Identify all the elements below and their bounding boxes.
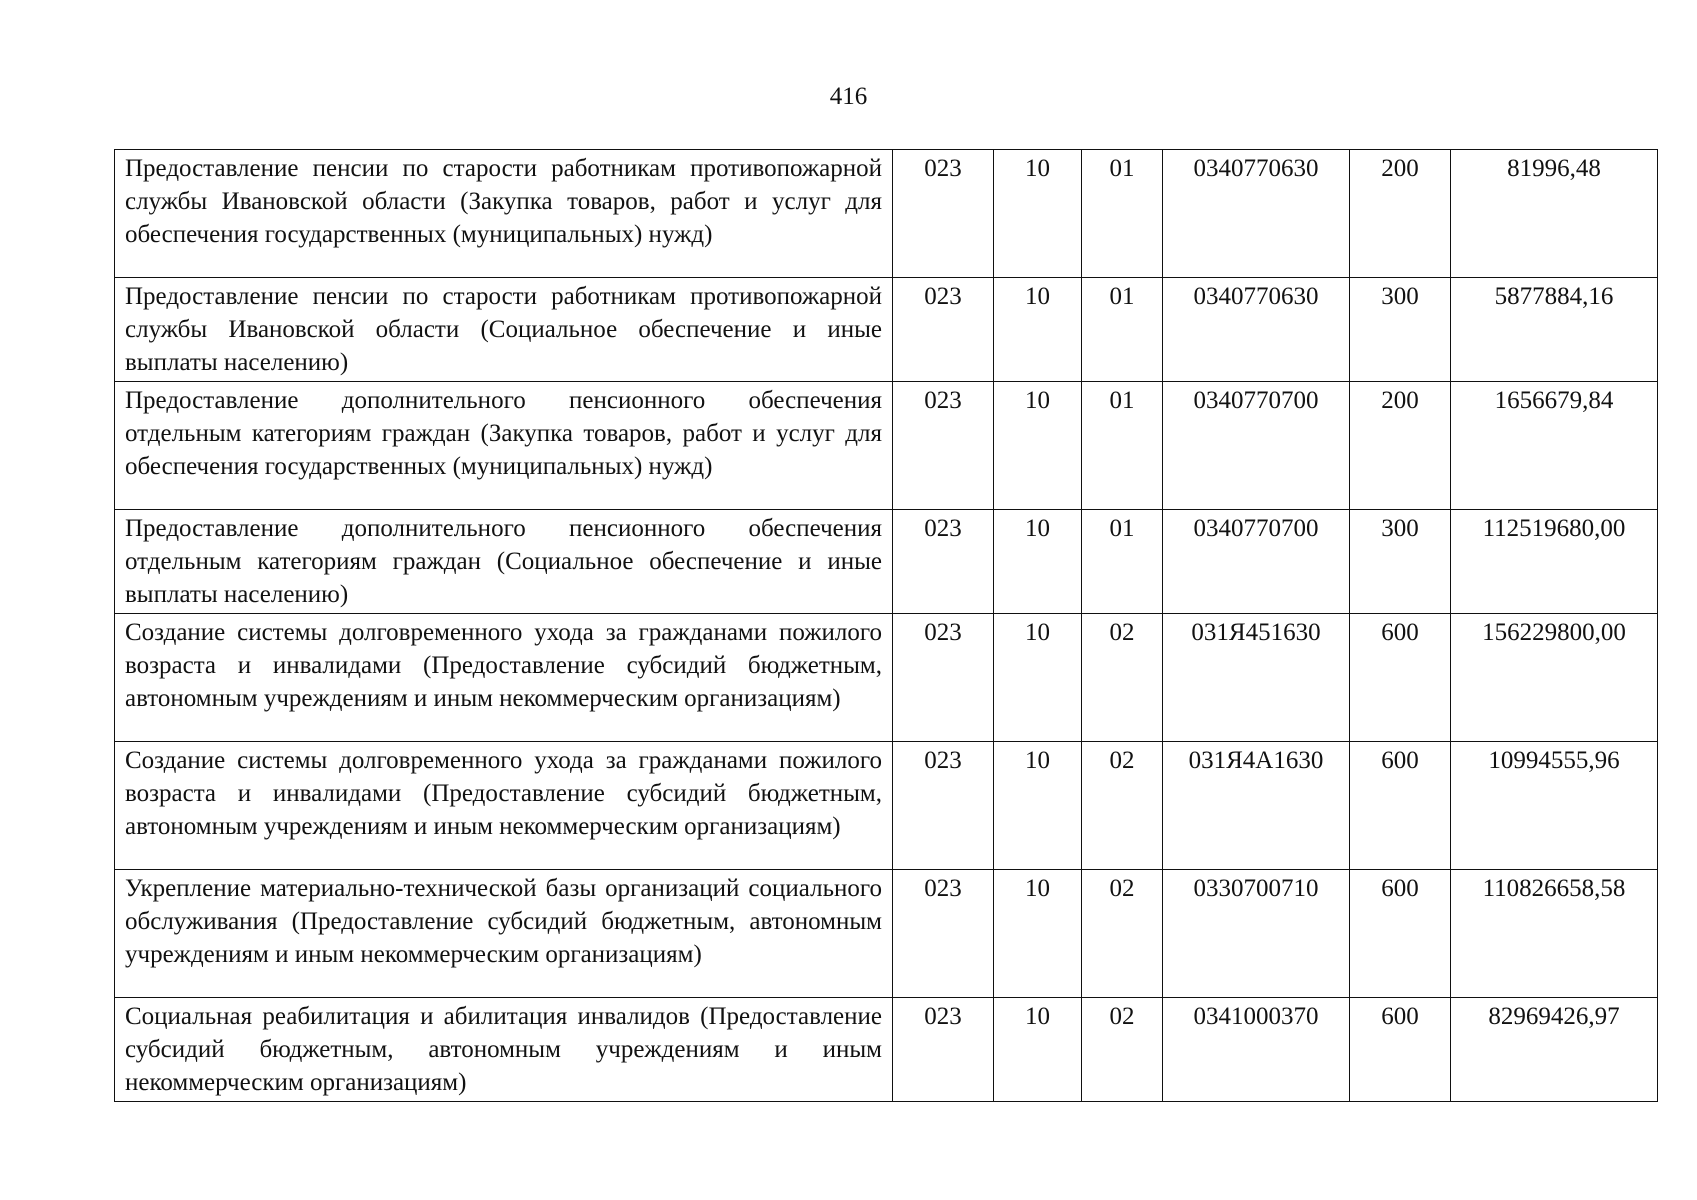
ministry-code: 023 [893,150,994,278]
table-row [115,510,1658,614]
section-code: 10 [994,614,1082,742]
amount: 110826658,58 [1451,870,1658,998]
subsection-code: 01 [1082,382,1163,510]
ministry-code: 023 [893,998,994,1102]
subsection-code: 01 [1082,150,1163,278]
section-code: 10 [994,150,1082,278]
page-number: 416 [829,83,868,110]
table-row [115,870,1658,998]
subsection-code: 02 [1082,742,1163,870]
expense-type-code: 300 [1350,510,1451,614]
section-code: 10 [994,998,1082,1102]
expense-type-code: 600 [1350,998,1451,1102]
ministry-code: 023 [893,510,994,614]
table-row [115,998,1658,1102]
target-article-code: 0340770700 [1163,382,1350,510]
table-row [115,382,1658,510]
section-code: 10 [994,742,1082,870]
subsection-code: 02 [1082,870,1163,998]
amount: 1656679,84 [1451,382,1658,510]
subsection-code: 01 [1082,510,1163,614]
amount: 10994555,96 [1451,742,1658,870]
table-row [115,614,1658,742]
amount: 82969426,97 [1451,998,1658,1102]
table-row [115,278,1658,382]
target-article-code: 0340770630 [1163,278,1350,382]
expense-type-code: 200 [1350,382,1451,510]
expense-type-code: 600 [1350,870,1451,998]
target-article-code: 031Я451630 [1163,614,1350,742]
ministry-code: 023 [893,870,994,998]
expense-type-code: 600 [1350,742,1451,870]
ministry-code: 023 [893,278,994,382]
row-description: Создание системы долговременного ухода за гражданами пожилого возраста и инвалидами (Предоставление субсидий бюджетным, автономным учреждениям и иным некоммерческим организациям) [115,742,893,870]
section-code: 10 [994,870,1082,998]
target-article-code: 0340770630 [1163,150,1350,278]
target-article-code: 0341000370 [1163,998,1350,1102]
amount: 81996,48 [1451,150,1658,278]
target-article-code: 031Я4А1630 [1163,742,1350,870]
table-row [115,150,1658,278]
expense-type-code: 300 [1350,278,1451,382]
expense-type-code: 200 [1350,150,1451,278]
target-article-code: 0330700710 [1163,870,1350,998]
row-description: Предоставление дополнительного пенсионного обеспечения отдельным категориям граждан (Закупка товаров, работ и услуг для обеспечения государственных (муниципальных) нужд) [115,382,893,510]
section-code: 10 [994,382,1082,510]
table-row [115,742,1658,870]
row-description: Предоставление пенсии по старости работникам противопожарной службы Ивановской области (Закупка товаров, работ и услуг для обеспечения государственных (муниципальных) нужд) [115,150,893,278]
target-article-code: 0340770700 [1163,510,1350,614]
amount: 156229800,00 [1451,614,1658,742]
subsection-code: 02 [1082,998,1163,1102]
subsection-code: 02 [1082,614,1163,742]
amount: 5877884,16 [1451,278,1658,382]
section-code: 10 [994,510,1082,614]
ministry-code: 023 [893,742,994,870]
ministry-code: 023 [893,614,994,742]
amount: 112519680,00 [1451,510,1658,614]
row-description: Предоставление пенсии по старости работникам противопожарной службы Ивановской области (Социальное обеспечение и иные выплаты населению) [115,278,893,382]
row-description: Предоставление дополнительного пенсионного обеспечения отдельным категориям граждан (Социальное обеспечение и иные выплаты населению) [115,510,893,614]
ministry-code: 023 [893,382,994,510]
section-code: 10 [994,278,1082,382]
row-description: Создание системы долговременного ухода за гражданами пожилого возраста и инвалидами (Предоставление субсидий бюджетным, автономным учреждениям и иным некоммерческим организациям) [115,614,893,742]
budget-table [114,149,1658,1102]
row-description: Укрепление материально-технической базы организаций социального обслуживания (Предоставление субсидий бюджетным, автономным учреждениям и иным некоммерческим организациям) [115,870,893,998]
row-description: Социальная реабилитация и абилитация инвалидов (Предоставление субсидий бюджетным, автономным учреждениям и иным некоммерческим организациям) [115,998,893,1102]
subsection-code: 01 [1082,278,1163,382]
expense-type-code: 600 [1350,614,1451,742]
